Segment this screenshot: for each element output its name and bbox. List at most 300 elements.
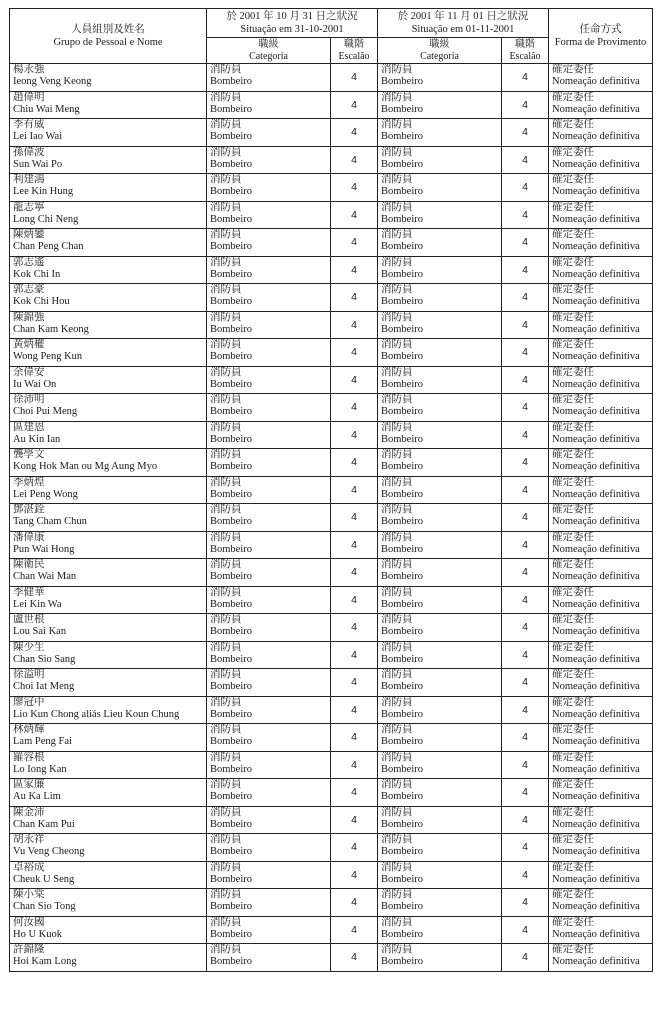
table-row <box>10 806 653 834</box>
form-cell <box>549 559 653 587</box>
category-after-cell <box>378 861 502 889</box>
form-pt: Nomeação definitiva <box>552 818 640 830</box>
step-value: 4 <box>522 703 528 716</box>
category-pt: Bombeiro <box>381 571 423 582</box>
form-cn: 確定委任 <box>552 201 594 213</box>
form-pt: Nomeação definitiva <box>552 241 640 252</box>
form-cn: 確定委任 <box>552 559 594 570</box>
category-pt: Bombeiro <box>381 791 423 802</box>
category-cn: 消防員 <box>381 146 413 158</box>
form-pt: Nomeação definitiva <box>552 158 640 170</box>
step-value: 4 <box>351 318 357 331</box>
category-pt: Bombeiro <box>381 213 423 225</box>
step-value: 4 <box>522 648 528 661</box>
step-before-cell <box>331 669 378 697</box>
form-pt: Nomeação definitiva <box>552 846 640 857</box>
name-cn: 郭志豪 <box>13 284 45 295</box>
category-pt: Bombeiro <box>210 296 252 307</box>
step-value: 4 <box>522 181 528 194</box>
name-pt: Au Kin Ian <box>13 433 61 445</box>
form-pt: Nomeação definitiva <box>552 186 640 197</box>
category-cn: 消防員 <box>210 91 242 103</box>
form-cell <box>549 394 653 422</box>
step-value: 4 <box>351 731 357 744</box>
category-pt: Bombeiro <box>381 241 423 252</box>
form-pt: Nomeação definitiva <box>552 378 640 390</box>
name-cn: 林炳輝 <box>13 724 45 735</box>
step-value: 4 <box>351 703 357 716</box>
table-row <box>10 861 653 889</box>
category-cn: 消防員 <box>381 91 413 103</box>
category-cn: 消防員 <box>210 339 242 350</box>
header-step-before <box>331 38 378 64</box>
step-after-cell <box>502 724 549 752</box>
category-after-cell <box>378 449 502 477</box>
name-cell <box>10 669 207 697</box>
category-cn: 消防員 <box>381 394 413 405</box>
name-cell <box>10 284 207 312</box>
form-cn: 確定委任 <box>552 174 594 185</box>
form-pt: Nomeação definitiva <box>552 653 640 665</box>
category-before-cell <box>207 834 331 862</box>
form-cell <box>549 724 653 752</box>
form-cell <box>549 614 653 642</box>
step-value: 4 <box>351 456 357 469</box>
category-pt: Bombeiro <box>210 186 252 197</box>
header-step-pt: Escalão <box>509 50 541 62</box>
form-cn: 確定委任 <box>552 284 594 295</box>
header-group-name <box>10 9 207 64</box>
table-row <box>10 834 653 862</box>
step-after-cell <box>502 916 549 944</box>
step-after-cell <box>502 614 549 642</box>
category-cn: 消防員 <box>210 834 242 845</box>
category-pt: Bombeiro <box>381 296 423 307</box>
form-pt: Nomeação definitiva <box>552 488 640 500</box>
step-value: 4 <box>522 758 528 771</box>
header-step-after <box>502 38 549 64</box>
name-pt: Choi Iat Meng <box>13 681 75 692</box>
category-before-cell <box>207 311 331 339</box>
step-after-cell <box>502 586 549 614</box>
form-cn: 確定委任 <box>552 476 594 488</box>
form-cn: 確定委任 <box>552 641 594 653</box>
name-cell <box>10 64 207 92</box>
step-before-cell <box>331 421 378 449</box>
category-pt: Bombeiro <box>210 516 252 527</box>
step-after-cell <box>502 201 549 229</box>
category-pt: Bombeiro <box>381 846 423 857</box>
category-cn: 消防員 <box>210 751 242 763</box>
step-before-cell <box>331 311 378 339</box>
name-pt: Chan Kam Keong <box>13 323 89 335</box>
step-after-cell <box>502 449 549 477</box>
form-cell <box>549 421 653 449</box>
form-cn: 確定委任 <box>552 696 594 708</box>
category-cn: 消防員 <box>210 614 242 625</box>
form-cn: 確定委任 <box>552 339 594 350</box>
name-cell <box>10 559 207 587</box>
category-after-cell <box>378 311 502 339</box>
category-pt: Bombeiro <box>381 873 423 885</box>
name-cn: 陳小棠 <box>13 889 45 900</box>
category-cn: 消防員 <box>381 669 413 680</box>
step-after-cell <box>502 146 549 174</box>
category-pt: Bombeiro <box>210 928 252 940</box>
name-cn: 郭志遙 <box>13 256 45 268</box>
category-cn: 消防員 <box>381 284 413 295</box>
header-category-cn: 職級 <box>258 38 279 50</box>
category-cn: 消防員 <box>381 119 413 130</box>
category-pt: Bombeiro <box>210 241 252 252</box>
category-after-cell <box>378 284 502 312</box>
table-row <box>10 586 653 614</box>
step-before-cell <box>331 696 378 724</box>
category-pt: Bombeiro <box>210 406 252 417</box>
form-cell <box>549 64 653 92</box>
table-row <box>10 696 653 724</box>
step-before-cell <box>331 201 378 229</box>
name-pt: Chan Sio Sang <box>13 653 76 665</box>
category-pt: Bombeiro <box>381 488 423 500</box>
step-after-cell <box>502 806 549 834</box>
category-cn: 消防員 <box>381 641 413 653</box>
form-pt: Nomeação definitiva <box>552 956 640 967</box>
table-row <box>10 339 653 367</box>
name-cell <box>10 614 207 642</box>
form-cell <box>549 944 653 972</box>
step-value: 4 <box>522 236 528 249</box>
name-cn: 羅容根 <box>13 751 45 763</box>
table-row <box>10 256 653 284</box>
category-before-cell <box>207 229 331 257</box>
step-value: 4 <box>351 538 357 551</box>
table-row <box>10 559 653 587</box>
category-pt: Bombeiro <box>210 791 252 802</box>
form-cell <box>549 229 653 257</box>
step-after-cell <box>502 311 549 339</box>
category-after-cell <box>378 751 502 779</box>
step-value: 4 <box>522 71 528 84</box>
step-value: 4 <box>522 868 528 881</box>
step-value: 4 <box>351 566 357 579</box>
category-cn: 消防員 <box>210 64 242 75</box>
category-pt: Bombeiro <box>381 103 423 115</box>
category-cn: 消防員 <box>381 504 413 515</box>
form-cn: 確定委任 <box>552 586 594 598</box>
form-cn: 確定委任 <box>552 229 594 240</box>
category-after-cell <box>378 696 502 724</box>
category-pt: Bombeiro <box>210 681 252 692</box>
category-cn: 消防員 <box>210 696 242 708</box>
form-cell <box>549 284 653 312</box>
name-pt: Chiu Wai Meng <box>13 103 80 115</box>
step-value: 4 <box>351 896 357 909</box>
header-after-cn: 於 2001 年 11 月 01 日之狀況 <box>397 11 529 22</box>
category-cn: 消防員 <box>381 751 413 763</box>
category-after-cell <box>378 944 502 972</box>
name-cn: 李炳煌 <box>13 476 45 488</box>
form-cell <box>549 146 653 174</box>
category-cn: 消防員 <box>381 614 413 625</box>
category-before-cell <box>207 944 331 972</box>
step-value: 4 <box>522 951 528 964</box>
table-row <box>10 751 653 779</box>
step-before-cell <box>331 861 378 889</box>
step-value: 4 <box>351 951 357 964</box>
header-form-pt: Forma de Provimento <box>554 37 647 48</box>
form-cn: 確定委任 <box>552 394 594 405</box>
category-cn: 消防員 <box>210 229 242 240</box>
name-cn: 龔學文 <box>13 449 45 460</box>
form-cn: 確定委任 <box>552 146 594 158</box>
category-before-cell <box>207 201 331 229</box>
step-after-cell <box>502 559 549 587</box>
header-after-pt: Situação em 01-11-2001 <box>411 24 515 35</box>
name-pt: Lou Sai Kan <box>13 626 67 637</box>
category-pt: Bombeiro <box>210 433 252 445</box>
name-cn: 楊永強 <box>13 64 45 75</box>
category-cn: 消防員 <box>381 944 413 955</box>
form-cell <box>549 861 653 889</box>
step-value: 4 <box>522 538 528 551</box>
table-row <box>10 311 653 339</box>
header-category-pt: Categoria <box>420 50 459 62</box>
step-value: 4 <box>522 841 528 854</box>
step-after-cell <box>502 504 549 532</box>
form-cn: 確定委任 <box>552 806 594 818</box>
table-row <box>10 889 653 917</box>
step-value: 4 <box>522 566 528 579</box>
form-cn: 確定委任 <box>552 91 594 103</box>
category-before-cell <box>207 339 331 367</box>
name-cn: 徐溢明 <box>13 669 45 680</box>
category-before-cell <box>207 751 331 779</box>
category-pt: Bombeiro <box>210 323 252 335</box>
table-row <box>10 476 653 504</box>
form-cn: 確定委任 <box>552 311 594 323</box>
category-after-cell <box>378 806 502 834</box>
table-row <box>10 531 653 559</box>
step-value: 4 <box>351 98 357 111</box>
category-cn: 消防員 <box>210 531 242 543</box>
step-value: 4 <box>522 456 528 469</box>
name-cn: 徐沛明 <box>13 394 45 405</box>
name-cell <box>10 311 207 339</box>
form-cell <box>549 366 653 394</box>
form-cell <box>549 641 653 669</box>
category-pt: Bombeiro <box>210 708 252 720</box>
name-cell <box>10 91 207 119</box>
category-pt: Bombeiro <box>210 131 252 142</box>
category-pt: Bombeiro <box>381 378 423 390</box>
table-row <box>10 944 653 972</box>
table-row <box>10 146 653 174</box>
name-cell <box>10 476 207 504</box>
name-pt: Wong Peng Kun <box>13 351 83 362</box>
form-cell <box>549 916 653 944</box>
table-row <box>10 119 653 147</box>
step-value: 4 <box>522 731 528 744</box>
category-pt: Bombeiro <box>381 818 423 830</box>
name-pt: Lo Iong Kan <box>13 763 67 775</box>
category-cn: 消防員 <box>381 339 413 350</box>
category-after-cell <box>378 889 502 917</box>
category-pt: Bombeiro <box>381 516 423 527</box>
table-row <box>10 64 653 92</box>
header-step-pt: Escalão <box>338 50 370 62</box>
form-cn: 確定委任 <box>552 504 594 515</box>
table-row <box>10 284 653 312</box>
category-cn: 消防員 <box>210 944 242 955</box>
step-before-cell <box>331 559 378 587</box>
header-form <box>549 9 653 64</box>
header-category-after <box>378 38 502 64</box>
category-cn: 消防員 <box>210 641 242 653</box>
category-after-cell <box>378 366 502 394</box>
category-pt: Bombeiro <box>381 763 423 775</box>
name-cell <box>10 641 207 669</box>
category-cn: 消防員 <box>381 834 413 845</box>
name-cn: 胡永祥 <box>13 834 45 845</box>
category-cn: 消防員 <box>210 174 242 185</box>
name-cell <box>10 834 207 862</box>
step-value: 4 <box>522 483 528 496</box>
category-pt: Bombeiro <box>381 901 423 912</box>
category-before-cell <box>207 806 331 834</box>
step-value: 4 <box>351 291 357 304</box>
form-cell <box>549 779 653 807</box>
step-value: 4 <box>351 758 357 771</box>
category-before-cell <box>207 284 331 312</box>
step-before-cell <box>331 64 378 92</box>
category-after-cell <box>378 641 502 669</box>
category-after-cell <box>378 531 502 559</box>
step-value: 4 <box>522 208 528 221</box>
category-pt: Bombeiro <box>210 736 252 747</box>
form-cn: 確定委任 <box>552 119 594 130</box>
category-pt: Bombeiro <box>210 103 252 115</box>
category-pt: Bombeiro <box>381 433 423 445</box>
step-before-cell <box>331 751 378 779</box>
category-cn: 消防員 <box>210 476 242 488</box>
table-row <box>10 724 653 752</box>
category-pt: Bombeiro <box>381 653 423 665</box>
category-pt: Bombeiro <box>210 488 252 500</box>
category-pt: Bombeiro <box>210 378 252 390</box>
category-pt: Bombeiro <box>210 571 252 582</box>
name-cell <box>10 339 207 367</box>
name-pt: Kok Chi Hou <box>13 296 70 307</box>
category-after-cell <box>378 201 502 229</box>
form-pt: Nomeação definitiva <box>552 433 640 445</box>
form-pt: Nomeação definitiva <box>552 296 640 307</box>
table-row <box>10 229 653 257</box>
category-cn: 消防員 <box>381 586 413 598</box>
category-cn: 消防員 <box>381 724 413 735</box>
table-row <box>10 449 653 477</box>
step-before-cell <box>331 366 378 394</box>
step-value: 4 <box>351 786 357 799</box>
form-cn: 確定委任 <box>552 861 594 873</box>
form-cn: 確定委任 <box>552 944 594 955</box>
table-row <box>10 91 653 119</box>
category-pt: Bombeiro <box>381 956 423 967</box>
step-value: 4 <box>351 346 357 359</box>
step-before-cell <box>331 91 378 119</box>
step-before-cell <box>331 229 378 257</box>
form-cn: 確定委任 <box>552 366 594 378</box>
name-cell <box>10 889 207 917</box>
category-pt: Bombeiro <box>381 928 423 940</box>
name-pt: Kok Chi In <box>13 268 61 280</box>
category-cn: 消防員 <box>210 366 242 378</box>
form-pt: Nomeação definitiva <box>552 76 640 87</box>
category-pt: Bombeiro <box>210 956 252 967</box>
category-after-cell <box>378 916 502 944</box>
name-pt: Kong Hok Man ou Mg Aung Myo <box>13 461 158 472</box>
step-before-cell <box>331 889 378 917</box>
step-value: 4 <box>351 483 357 496</box>
step-value: 4 <box>522 291 528 304</box>
form-cell <box>549 311 653 339</box>
name-cn: 卓裕成 <box>13 861 45 873</box>
category-after-cell <box>378 256 502 284</box>
name-pt: Lio Kun Chong aliás Lieu Koun Chung <box>13 708 180 720</box>
category-cn: 消防員 <box>381 366 413 378</box>
step-after-cell <box>502 779 549 807</box>
form-pt: Nomeação definitiva <box>552 571 640 582</box>
form-cell <box>549 201 653 229</box>
form-pt: Nomeação definitiva <box>552 626 640 637</box>
form-cn: 確定委任 <box>552 449 594 460</box>
form-cell <box>549 119 653 147</box>
category-before-cell <box>207 889 331 917</box>
category-after-cell <box>378 504 502 532</box>
name-pt: Au Ka Lim <box>13 791 61 802</box>
form-pt: Nomeação definitiva <box>552 873 640 885</box>
personnel-table-body <box>10 9 653 972</box>
name-cell <box>10 146 207 174</box>
step-before-cell <box>331 724 378 752</box>
form-cn: 確定委任 <box>552 751 594 763</box>
name-cn: 區家廉 <box>13 779 45 790</box>
category-before-cell <box>207 696 331 724</box>
name-cn: 龍志寧 <box>13 201 45 213</box>
step-after-cell <box>502 669 549 697</box>
category-cn: 消防員 <box>381 449 413 460</box>
name-cn: 陳少生 <box>13 641 45 653</box>
category-cn: 消防員 <box>381 229 413 240</box>
form-pt: Nomeação definitiva <box>552 213 640 225</box>
category-before-cell <box>207 861 331 889</box>
step-value: 4 <box>351 428 357 441</box>
step-value: 4 <box>522 511 528 524</box>
header-before-pt: Situação em 31-10-2001 <box>240 24 344 35</box>
step-before-cell <box>331 916 378 944</box>
category-after-cell <box>378 614 502 642</box>
step-value: 4 <box>522 923 528 936</box>
step-value: 4 <box>522 786 528 799</box>
step-after-cell <box>502 284 549 312</box>
step-before-cell <box>331 256 378 284</box>
name-cn: 潘偉康 <box>13 531 45 543</box>
name-pt: Choi Pui Meng <box>13 406 78 417</box>
step-value: 4 <box>522 896 528 909</box>
form-cn: 確定委任 <box>552 724 594 735</box>
category-cn: 消防員 <box>381 201 413 213</box>
form-pt: Nomeação definitiva <box>552 323 640 335</box>
